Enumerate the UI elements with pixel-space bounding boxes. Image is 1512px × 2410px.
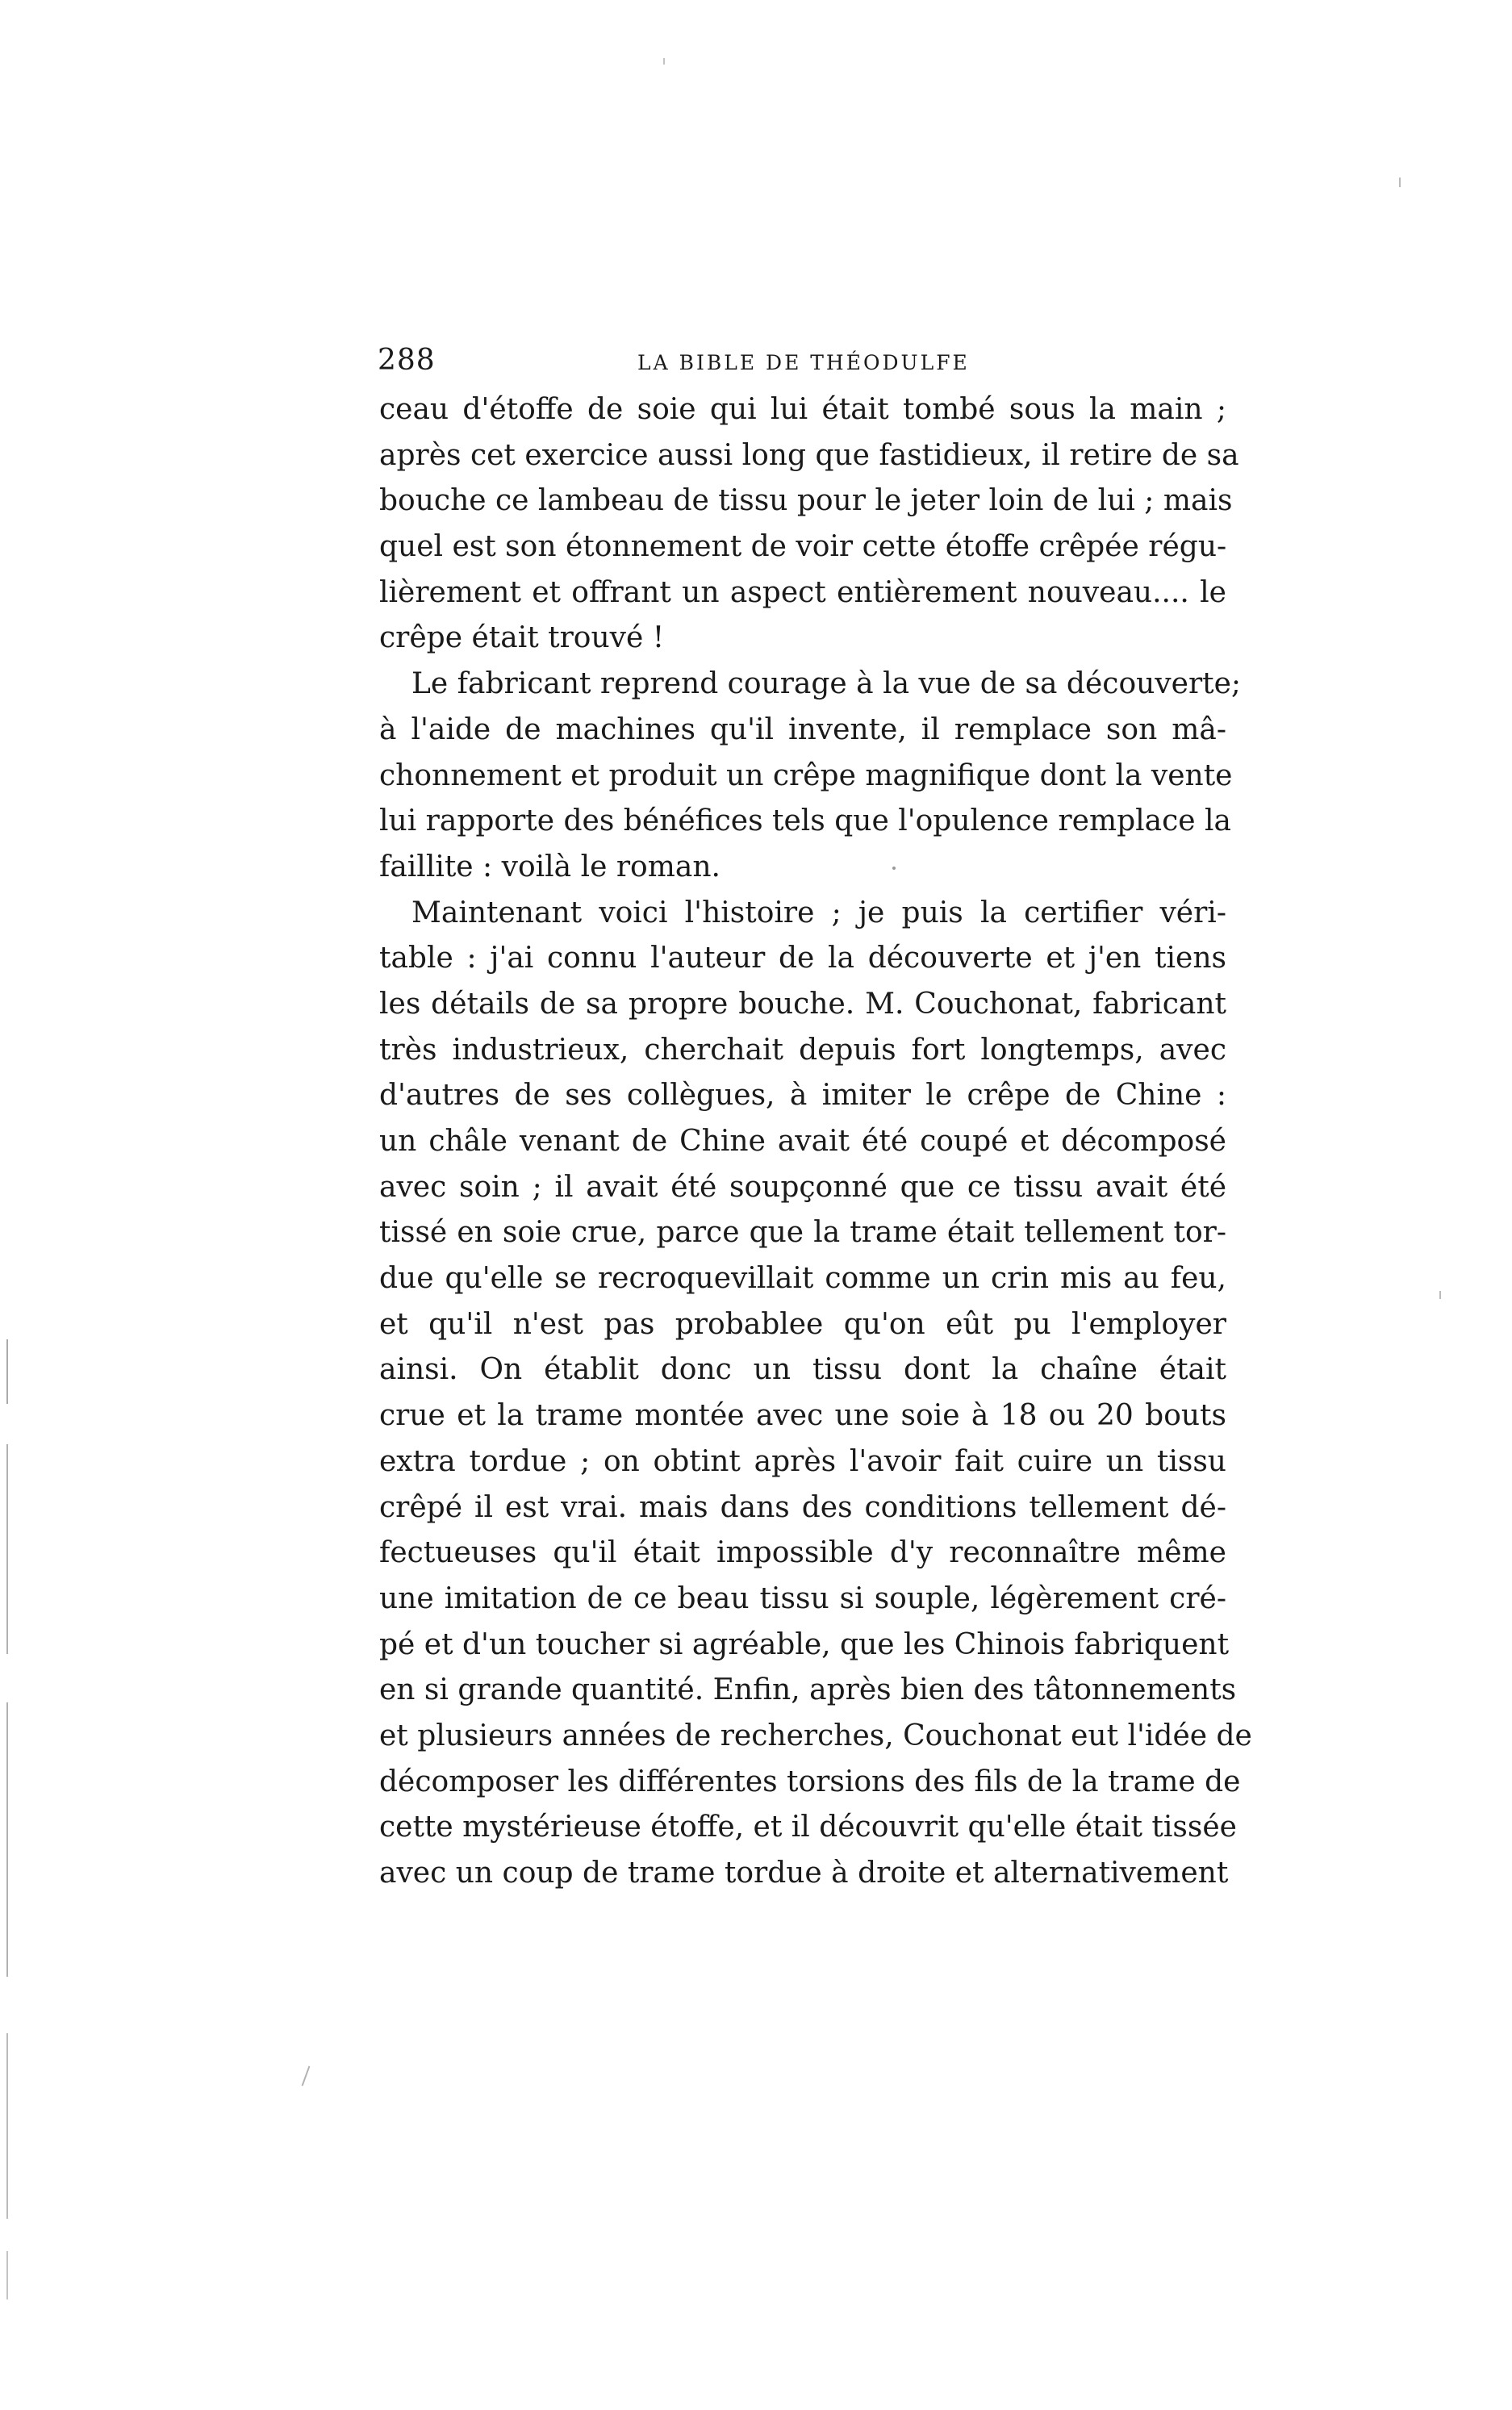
running-head: LA BIBLE DE THÉODULFE bbox=[637, 351, 970, 374]
scan-mark bbox=[1439, 1291, 1441, 1299]
text-line: avec un coup de trame tordue à droite et alternativement bbox=[379, 1857, 1229, 1890]
text-line: extra tordue ; on obtint après l'avoir fait cuire un tissu bbox=[379, 1444, 1226, 1478]
text-line: et qu'il n'est pas probablee qu'on eût pu l'employer bbox=[379, 1307, 1226, 1341]
text-line: pé et d'un toucher si agréable, que les Chinois fabriquent bbox=[379, 1627, 1230, 1661]
page-number: 288 bbox=[378, 344, 436, 377]
text-line: une imitation de ce beau tissu si souple, légèrement cré- bbox=[379, 1581, 1226, 1615]
text-line: d'autres de ses collègues, à imiter le crêpe de Chine : bbox=[379, 1079, 1226, 1113]
text-line: et plusieurs années de recherches, Couchonat eut l'idée de bbox=[379, 1719, 1252, 1752]
text-line: quel est son étonnement de voir cette étoffe crêpée régu- bbox=[379, 530, 1227, 564]
scan-mark bbox=[6, 1702, 8, 1977]
text-line: fectueuses qu'il était impossible d'y reconnaître même bbox=[379, 1536, 1226, 1570]
text-line: bouche ce lambeau de tissu pour le jeter loin de lui ; mais bbox=[379, 484, 1233, 518]
text-line: ceau d'étoffe de soie qui lui était tombé sous la main ; bbox=[379, 393, 1226, 426]
scan-mark bbox=[6, 2033, 8, 2219]
text-line: après cet exercice aussi long que fastidieux, il retire de sa bbox=[379, 438, 1239, 472]
text-line: due qu'elle se recroquevillait comme un crin mis au feu, bbox=[379, 1262, 1226, 1296]
text-line: chonnement et produit un crêpe magnifique dont la vente bbox=[379, 758, 1233, 792]
text-line: à l'aide de machines qu'il invente, il remplace son mâ- bbox=[379, 712, 1226, 746]
text-line: en si grande quantité. Enfin, après bien des tâtonnements bbox=[379, 1673, 1237, 1707]
text-line: lui rapporte des bénéfices tels que l'opulence remplace la bbox=[379, 804, 1231, 838]
text-line: crue et la trame montée avec une soie à 18 ou 20 bouts bbox=[379, 1399, 1226, 1433]
text-line: table : j'ai connu l'auteur de la découverte et j'en tiens bbox=[379, 942, 1226, 975]
scan-mark bbox=[302, 2065, 311, 2086]
text-line: un châle venant de Chine avait été coupé et décomposé bbox=[379, 1125, 1226, 1158]
page-body bbox=[379, 387, 1252, 1897]
text-line: crêpé il est vrai. mais dans des conditions tellement dé- bbox=[379, 1490, 1226, 1524]
text-line: les détails de sa propre bouche. M. Couchonat, fabricant bbox=[379, 987, 1226, 1021]
text-line: très industrieux, cherchait depuis fort longtemps, avec bbox=[379, 1033, 1226, 1067]
text-line: Le fabricant reprend courage à la vue de sa découverte; bbox=[411, 667, 1242, 701]
text-line: tissé en soie crue, parce que la trame était tellement tor- bbox=[379, 1216, 1226, 1250]
text-line: lièrement et offrant un aspect entièrement nouveau.... le bbox=[379, 575, 1226, 609]
text-line: cette mystérieuse étoffe, et il découvrit qu'elle était tissée bbox=[379, 1811, 1237, 1844]
text-line: ainsi. On établit donc un tissu dont la chaîne était bbox=[379, 1353, 1226, 1387]
text-line: faillite : voilà le roman. bbox=[379, 850, 720, 883]
text-line: avec soin ; il avait été soupçonné que ce tissu avait été bbox=[379, 1170, 1226, 1204]
scan-mark bbox=[1399, 178, 1401, 187]
text-line: crêpe était trouvé ! bbox=[379, 621, 665, 655]
text-line: Maintenant voici l'histoire ; je puis la certifier véri- bbox=[411, 896, 1226, 929]
scan-mark bbox=[663, 58, 665, 65]
scan-mark bbox=[892, 867, 896, 870]
scan-mark bbox=[6, 2251, 8, 2299]
text-line: décomposer les différentes torsions des fils de la trame de bbox=[379, 1765, 1241, 1798]
scan-mark bbox=[6, 1444, 8, 1654]
scan-mark bbox=[6, 1339, 8, 1404]
